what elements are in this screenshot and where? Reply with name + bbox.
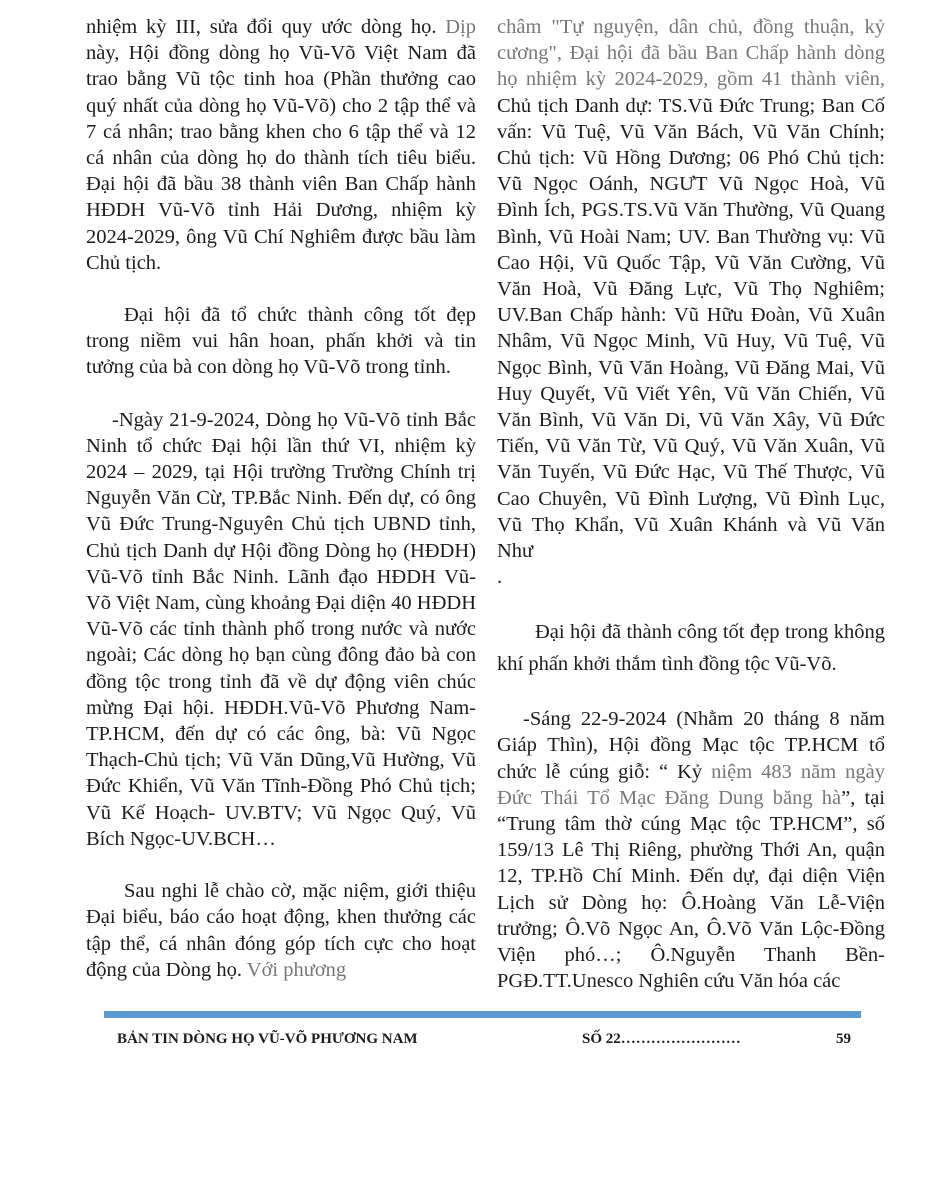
page-number: 59: [836, 1031, 851, 1047]
paragraph-ceremony-text: Sau nghi lễ chào cờ, mặc niệm, giới thiệu Đại biểu, báo cáo hoạt động, khen thưởng các tập thể, cá nhân đóng góp tích cực cho hoạt động của Dòng họ.: [86, 880, 476, 981]
paragraph-bac-ninh: -Ngày 21-9-2024, Dòng họ Vũ-Võ tỉnh Bắc Ninh tổ chức Đại hội lần thứ VI, nhiệm kỳ 2024 – 2029, tại Hội trường Trường Chính trị Nguyễn Văn Cừ, TP.Bắc Ninh. Đến dự, có ông Vũ Đức Trung-Nguyên Chủ tịch UBND tỉnh, Chủ tịch Danh dự Hội đồng Dòng họ (HĐDH) Vũ-Võ tỉnh Bắc Ninh. Lãnh đạo HĐDH Vũ-Võ Việt Nam, cùng khoảng Đại diện 40 HĐDH Vũ-Võ các tỉnh thành phố trong nước và nước ngoài; Các dòng họ bạn cùng đông đảo bà con đồng tộc trong tỉnh đã về dự động viên chúc mừng Đại hội. HĐDH.Vũ-Võ Phương Nam-TP.HCM, đến dự có các ông, bà: Vũ Ngọc Thạch-Chủ tịch; Vũ Văn Dũng,Vũ Hường, Vũ Đức Khiển, Vũ Văn Tĩnh-Đồng Phó Chủ tịch; Vũ Kế Hoạch- UV.BTV; Vũ Ngọc Quý, Vũ Bích Ngọc-UV.BCH…: [86, 408, 476, 850]
footer-rule: [104, 1011, 861, 1018]
paragraph-mac-toc-text-a: -Sáng 22-9-2024 (Nhằm 20 tháng 8 năm Giáp Thìn), Hội đồng Mạc tộc TP.HCM tổ chức lễ cúng giỗ: “: [497, 708, 885, 783]
paragraph-success: Đại hội đã tổ chức thành công tốt đẹp trong niềm vui hân hoan, phấn khởi và tin tưởng của bà con dòng họ Vũ-Võ trong tỉnh.: [86, 304, 476, 379]
paragraph-committee-text: Chủ tịch Danh dự: TS.Vũ Đức Trung; Ban Cố vấn: Vũ Tuệ, Vũ Văn Bách, Vũ Văn Chính; Chủ tịch: Vũ Hồng Dương; 06 Phó Chủ tịch: Vũ Ngọc Oánh, NGƯT Vũ Ngọc Hoà, Vũ Đình Ích, PGS.TS.Vũ Văn Thường, Vũ Quang Bình, Vũ Hoài Nam; UV. Ban Thường vụ: Vũ Cao Hội, Vũ Quốc Tập, Vũ Văn Cường, Vũ Văn Hoà, Vũ Đăng Lực, Vũ Thọ Nghiêm; UV.Ban Chấp hành: Vũ Hữu Đoàn, Vũ Xuân Nhâm, Vũ Ngọc Minh, Vũ Huy, Vũ Tuệ, Vũ Ngọc Bình, Vũ Văn Hoàng, Vũ Đăng Mai, Vũ Huy Quyết, Vũ Viết Yên, Vũ Văn Chiến, Vũ Văn Bình, Vũ Văn Di, Vũ Văn Xây, Vũ Đức Tiến, Vũ Văn Từ, Vũ Quý, Vũ Văn Xuân, Vũ Văn Tuyến, Vũ Đức Hạc, Vũ Thế Thược, Vũ Cao Chuyên, Vũ Đình Lượng, Vũ Đình Lục, Vũ Thọ Khẩn, Vũ Xuân Khánh và Vũ Văn Như: [497, 94, 885, 563]
paragraph-ceremony-gray: Với phương: [246, 958, 347, 981]
paragraph-mac-toc-text-c: ”, tại “Trung tâm thờ cúng Mạc tộc TP.HCM”, số 159/13 Lê Thị Riêng, phường Thới An, quận 12, TP.Hồ Chí Minh. Đến dự, đại diện Viện Lịch sử Dòng họ: Ô.Hoàng Văn Lễ-Viện trưởng; Ô.Võ Ngọc An, Ô.Võ Văn Lộc-Đồng Viện phó…; Ô.Nguyễn Thanh Bền-PGĐ.TT.Unesco Nghiên cứu Văn hóa các: [497, 786, 885, 993]
paragraph-mac-toc-text-b: Kỷ: [677, 760, 712, 783]
paragraph-mac-toc: [497, 706, 885, 994]
footer-title: BẢN TIN DÒNG HỌ VŨ-VÕ PHƯƠNG NAM: [117, 1031, 418, 1047]
paragraph-period: .: [497, 566, 503, 589]
paragraph-committee: [497, 14, 885, 564]
paragraph-award: [86, 14, 476, 276]
right-column: [497, 14, 885, 995]
paragraph-award-text-b: này, Hội đồng dòng họ Vũ-Võ Việt Nam đã trao bằng Vũ tộc tinh hoa (Phần thưởng cao quý nhất của dòng họ Vũ-Võ) cho 2 tập thể và 7 cá nhân; trao bằng khen cho 6 tập thể và 12 cá nhân của dòng họ do thành tích tiêu biểu. Đại hội đã bầu 38 thành viên Ban Chấp hành HĐDH Vũ-Võ tỉnh Hải Dương, nhiệm kỳ 2024-2029, ông Vũ Chí Nghiêm được bầu làm Chủ tịch.: [86, 42, 476, 274]
paragraph-award-text-a: nhiệm kỳ III, sửa đổi quy ước dòng họ.: [86, 16, 446, 38]
paragraph-ceremony: [86, 878, 476, 983]
footer-issue: SỐ 22……………………: [582, 1031, 741, 1047]
paragraph-conclusion: Đại hội đã thành công tốt đẹp trong không khí phấn khởi thắm tình đồng tộc Vũ-Võ.: [497, 621, 885, 676]
paragraph-committee-gray: châm "Tự nguyện, dân chủ, đồng thuận, kỷ cương", Đại hội đã bầu Ban Chấp hành dòng họ nhiệm kỳ 2024-2029, gồm 41 thành viên,: [497, 16, 885, 91]
left-column: [86, 14, 476, 983]
paragraph-award-gray: Dịp: [445, 16, 476, 38]
paragraph-mac-toc-gray: niệm 483 năm ngày Đức Thái Tổ Mạc Đăng Dung băng hà: [497, 760, 885, 809]
